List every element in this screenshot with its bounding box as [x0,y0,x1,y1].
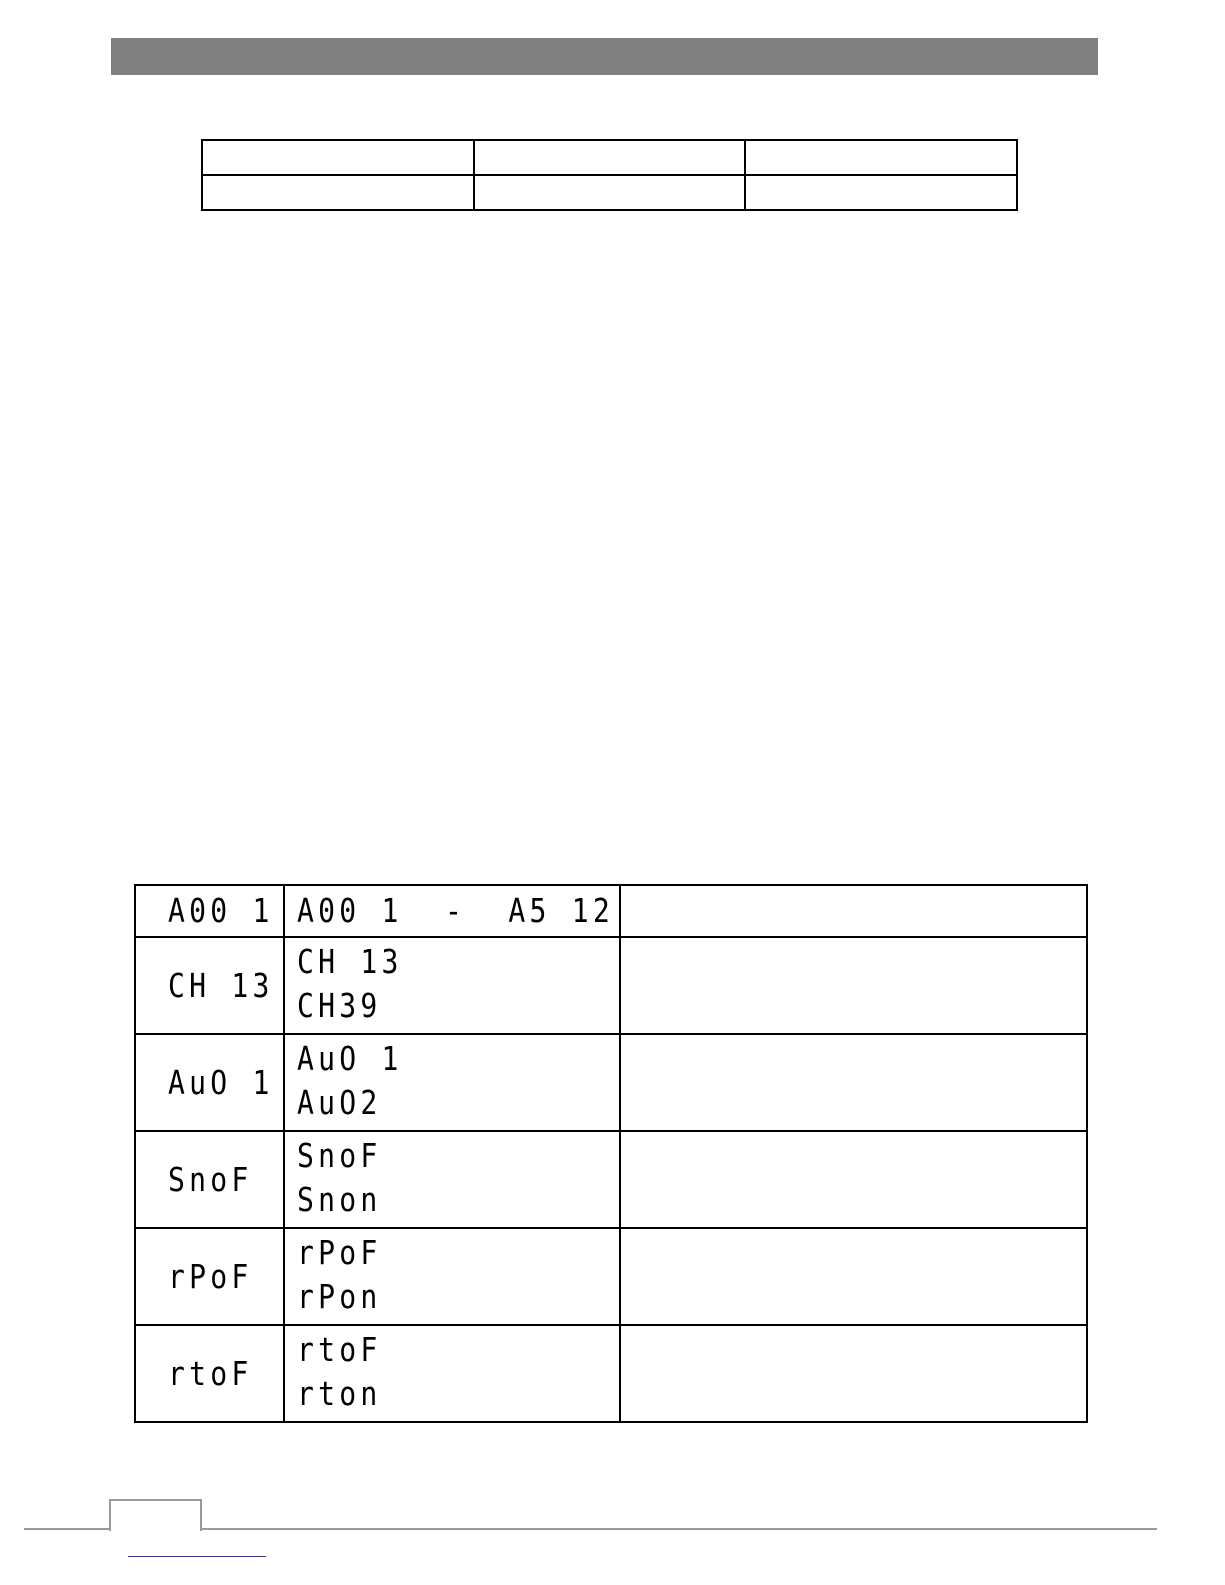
display-code: SnoF [168,1159,253,1199]
display-code-cell [135,1034,284,1131]
display-option: CH39 [297,985,382,1025]
description-cell [620,885,1087,937]
description-cell [620,1228,1087,1325]
display-options-cell [284,1131,620,1228]
display-option: rton [297,1373,382,1413]
table-cell [745,175,1017,210]
description-cell [620,1034,1087,1131]
table-row [135,1325,1087,1422]
display-option: Snon [297,1179,382,1219]
table-row [135,1034,1087,1131]
table-cell [202,140,474,175]
display-code: rPoF [168,1256,253,1296]
display-options-cell [284,885,620,937]
summary-table [201,139,1018,211]
display-option: AuO2 [297,1082,382,1122]
description-cell [620,1325,1087,1422]
table-cell [745,140,1017,175]
display-code-cell [135,937,284,1034]
display-option: rtoF [297,1329,382,1369]
table-row [202,140,1017,175]
display-options-cell [284,1325,620,1422]
table-cell [474,140,746,175]
display-option: AuO 1 [297,1038,403,1078]
display-code-cell [135,1325,284,1422]
table-row [135,1131,1087,1228]
menu-settings-table [134,884,1088,1423]
display-options-cell [284,1228,620,1325]
display-code-cell [135,1131,284,1228]
display-option: CH 13 [297,941,403,981]
description-cell [620,937,1087,1034]
table-cell [202,175,474,210]
table-row [135,1228,1087,1325]
table-row [135,885,1087,937]
display-option: rPoF [297,1232,382,1272]
display-code: AuO 1 [168,1062,274,1102]
display-code: rtoF [168,1353,253,1393]
display-option: rPon [297,1276,382,1316]
display-code: CH 13 [168,965,274,1005]
display-option: A00 1 - A5 12 [297,891,615,930]
display-option: SnoF [297,1135,382,1175]
display-code: A00 1 [168,891,274,930]
display-code-cell [135,1228,284,1325]
display-options-cell [284,1034,620,1131]
header-bar [111,38,1098,75]
table-cell [474,175,746,210]
display-options-cell [284,937,620,1034]
display-code-cell [135,885,284,937]
table-row [202,175,1017,210]
footer-link[interactable] [128,1556,266,1557]
description-cell [620,1131,1087,1228]
page-number-tab [109,1499,202,1531]
table-row [135,937,1087,1034]
